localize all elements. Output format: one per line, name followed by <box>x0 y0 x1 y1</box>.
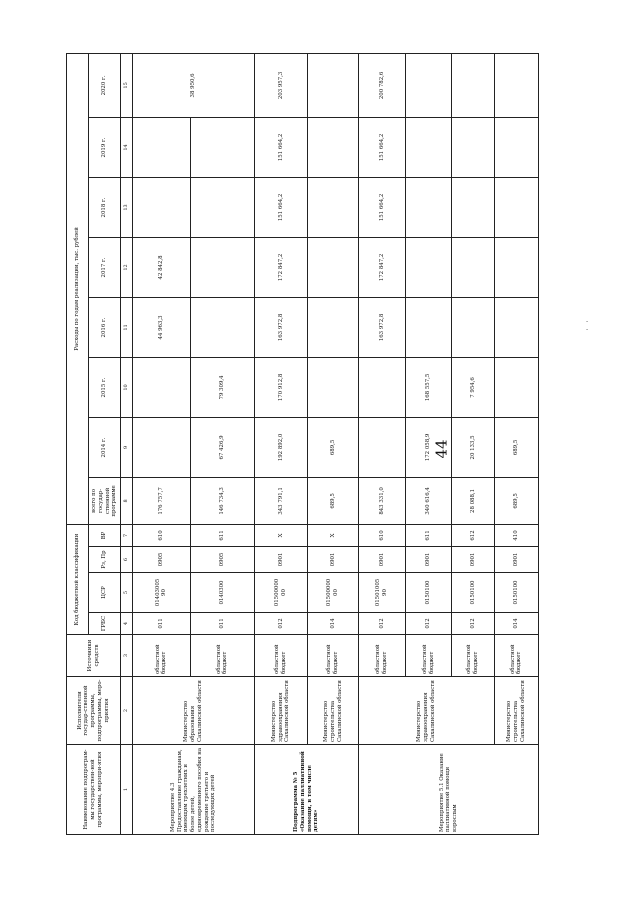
header-executor: Исполнители государ-ственной программы, подпрограммы, меро-приятия <box>67 677 121 745</box>
year-cell <box>405 177 452 237</box>
year-cell: 42 842,8 <box>133 237 191 297</box>
year-cell: 151 664,2 <box>359 117 406 177</box>
year-cell: 203 957,3 <box>255 53 308 117</box>
rzpr-cell: 0905 <box>190 547 254 573</box>
year-cell <box>452 53 494 117</box>
year-cell: 163 972,8 <box>255 297 308 357</box>
year-cell <box>494 237 538 297</box>
year-cell: 170 912,8 <box>255 357 308 417</box>
csr-cell: 01501005 90 <box>359 573 406 613</box>
year-cell: 151 664,2 <box>359 177 406 237</box>
total-cell: 146 734,3 <box>190 477 254 524</box>
column-number: 13 <box>121 177 133 237</box>
year-cell <box>133 117 191 177</box>
column-number: 4 <box>121 613 133 635</box>
year-cell <box>308 117 359 177</box>
csr-cell: 0150100 <box>452 573 494 613</box>
executor-cell: Министерство строительства Сахалинской области <box>494 677 538 745</box>
column-number: 9 <box>121 417 133 477</box>
year-cell <box>308 297 359 357</box>
total-cell: 340 616,4 <box>405 477 452 524</box>
vr-cell: 611 <box>405 524 452 546</box>
rotated-table-container <box>66 54 539 835</box>
year-cell: 172 058,9 <box>405 417 452 477</box>
year-cell <box>452 297 494 357</box>
rzpr-cell: 0901 <box>359 547 406 573</box>
year-cell <box>359 417 406 477</box>
header-total: всего по государ-ственной программе <box>89 477 121 524</box>
executor-cell: Министерство здравоохранения Сахалинской области <box>359 677 494 745</box>
subprogram-title: Подпрограмма № 5 «Оказание паллиативной помощи, в том числе детям» <box>255 745 359 835</box>
header-vr: ВР <box>89 524 121 546</box>
year-cell <box>494 53 538 117</box>
year-cell <box>452 177 494 237</box>
column-number: 3 <box>121 635 133 677</box>
header-subprogram: Наименование подпрограм-мы государствен-ной программы, меропри-ятия <box>67 745 121 835</box>
year-cell <box>405 117 452 177</box>
grbs-cell: 012 <box>405 613 452 635</box>
year-cell <box>133 177 191 237</box>
rzpr-cell: 0901 <box>452 547 494 573</box>
column-number: 5 <box>121 573 133 613</box>
year-cell: 200 782,6 <box>359 53 406 117</box>
year-cell <box>190 237 254 297</box>
year-cell <box>405 297 452 357</box>
grbs-cell: 011 <box>133 613 191 635</box>
total-cell: 689,5 <box>308 477 359 524</box>
header-csr: ЦСР <box>89 573 121 613</box>
year-cell: 67 426,9 <box>190 417 254 477</box>
column-number: 15 <box>121 53 133 117</box>
year-cell: 151 664,2 <box>255 177 308 237</box>
column-number: 7 <box>121 524 133 546</box>
header-rzpr: Рз, Пр <box>89 547 121 573</box>
source-cell: областной бюджет <box>133 635 191 677</box>
year-cell <box>405 53 452 117</box>
header-budget-code: Код бюджетной классификации <box>67 524 89 634</box>
subprogram-title: Мероприятие 4.3 Предоставление гражданам, имеющим трехлетних и более детей, единовременного пособия на рождение третьего и последующих детей <box>133 745 255 835</box>
year-cell: 20 133,5 <box>452 417 494 477</box>
header-source: Источники средств <box>67 635 121 677</box>
year-cell <box>133 417 191 477</box>
year-cell: 163 972,8 <box>359 297 406 357</box>
rzpr-cell: 0905 <box>133 547 191 573</box>
vr-cell: 610 <box>133 524 191 546</box>
header-year: 2019 г. <box>89 117 121 177</box>
column-number: 1 <box>121 745 133 835</box>
source-cell: областной бюджет <box>452 635 494 677</box>
column-number: 2 <box>121 677 133 745</box>
year-cell: 79 309,4 <box>190 357 254 417</box>
source-cell: областной бюджет <box>308 635 359 677</box>
csr-cell: 0140300 <box>190 573 254 613</box>
year-cell: 689,5 <box>308 417 359 477</box>
column-number: 14 <box>121 117 133 177</box>
year-cell <box>494 297 538 357</box>
budget-table <box>66 53 539 835</box>
rzpr-cell: 0901 <box>494 547 538 573</box>
total-cell: 28 088,1 <box>452 477 494 524</box>
total-cell: 343 791,1 <box>255 477 308 524</box>
vr-cell: 610 <box>359 524 406 546</box>
grbs-cell: 014 <box>308 613 359 635</box>
column-number: 10 <box>121 357 133 417</box>
year-cell <box>452 117 494 177</box>
year-cell <box>190 297 254 357</box>
vr-cell: Х <box>255 524 308 546</box>
year-cell: 44 963,3 <box>133 297 191 357</box>
year-cell <box>190 117 254 177</box>
grbs-cell: 012 <box>359 613 406 635</box>
header-year: 2014 г. <box>89 417 121 477</box>
total-cell: 689,5 <box>494 477 538 524</box>
executor-cell: Министерство строительства Сахалинской области <box>308 677 359 745</box>
header-year: 2018 г. <box>89 177 121 237</box>
csr-cell: 01500000 00 <box>308 573 359 613</box>
vr-cell: Х <box>308 524 359 546</box>
executor-cell: Министерство здравоохранения Сахалинской области <box>255 677 308 745</box>
year-cell: 151 664,2 <box>255 117 308 177</box>
year-cell: 192 892,0 <box>255 417 308 477</box>
header-year: 2017 г. <box>89 237 121 297</box>
header-year: 2016 г. <box>89 297 121 357</box>
grbs-cell: 012 <box>255 613 308 635</box>
year-cell <box>308 357 359 417</box>
scan-mark: - <box>586 326 589 333</box>
year-cell: 7 954,6 <box>452 357 494 417</box>
header-grbs: ГРБС <box>89 613 121 635</box>
total-cell: 843 331,0 <box>359 477 406 524</box>
vr-cell: 410 <box>494 524 538 546</box>
vr-cell: 611 <box>190 524 254 546</box>
year-cell <box>405 237 452 297</box>
source-cell: областной бюджет <box>190 635 254 677</box>
year-cell: 172 847,2 <box>255 237 308 297</box>
executor-cell: Министерство образования Сахалинской области <box>133 677 255 745</box>
csr-cell: 0150100 <box>494 573 538 613</box>
grbs-cell: 014 <box>494 613 538 635</box>
csr-cell: 01500000 00 <box>255 573 308 613</box>
rzpr-cell: 0901 <box>405 547 452 573</box>
year-cell <box>494 117 538 177</box>
year-cell <box>133 357 191 417</box>
column-number: 6 <box>121 547 133 573</box>
column-number: 12 <box>121 237 133 297</box>
header-year: 2020 г. <box>89 53 121 117</box>
year-cell <box>359 357 406 417</box>
header-year: 2015 г. <box>89 357 121 417</box>
header-expenses: Расходы по годам реализации, тыс. рублей <box>67 53 89 524</box>
year-cell: 168 557,5 <box>405 357 452 417</box>
year-cell <box>494 357 538 417</box>
column-number: 8 <box>121 477 133 524</box>
year-cell: 38 950,6 <box>133 53 255 117</box>
vr-cell: 612 <box>452 524 494 546</box>
year-cell <box>308 177 359 237</box>
year-cell: 689,5 <box>494 417 538 477</box>
source-cell: областной бюджет <box>494 635 538 677</box>
year-cell: 172 847,2 <box>359 237 406 297</box>
year-cell <box>494 177 538 237</box>
year-cell <box>190 177 254 237</box>
year-cell <box>308 53 359 117</box>
scan-mark: - <box>586 318 589 325</box>
source-cell: областной бюджет <box>405 635 452 677</box>
csr-cell: 0150100 <box>405 573 452 613</box>
rzpr-cell: 0901 <box>255 547 308 573</box>
grbs-cell: 012 <box>452 613 494 635</box>
source-cell: областной бюджет <box>359 635 406 677</box>
source-cell: областной бюджет <box>255 635 308 677</box>
grbs-cell: 011 <box>190 613 254 635</box>
column-number: 11 <box>121 297 133 357</box>
rzpr-cell: 0901 <box>308 547 359 573</box>
year-cell <box>308 237 359 297</box>
page-number: 44 <box>432 439 451 459</box>
subprogram-title: Мероприятие 5.1 Оказание паллиативной помощи взрослым <box>359 745 539 835</box>
csr-cell: 01403005 90 <box>133 573 191 613</box>
year-cell <box>452 237 494 297</box>
total-cell: 176 757,7 <box>133 477 191 524</box>
